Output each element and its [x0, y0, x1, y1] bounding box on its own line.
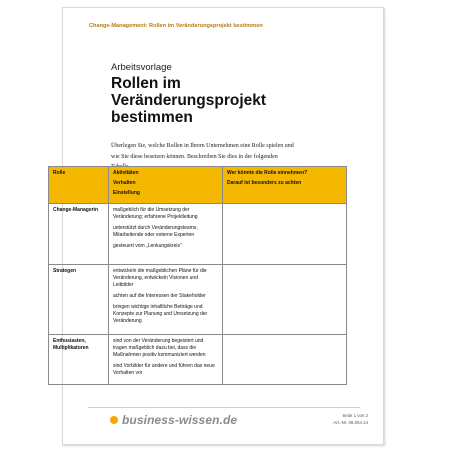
- brand-logo: [110, 413, 237, 427]
- role-cell: Change-Managerin: [49, 204, 109, 265]
- title-line: bestimmen: [111, 109, 193, 126]
- title-line: Veränderungsprojekt: [111, 92, 267, 109]
- table-row: [49, 204, 347, 265]
- description-cell: entwickeln die maßgeblichen Pläne für die Veränderung, entwickeln Visionen und Leitbilder achten auf die Interessen der Stakeholder bringen wichtige inhaltliche Beiträge und Konzepte zur Planung und Umsetzung der Veränderung: [109, 265, 223, 335]
- description-cell: sind von der Veränderung begeistert und tragen maßgeblich dazu bei, dass die Maßnahmen positiv kommuniziert werden sind Vorbilder für andere und führen das neue Verhalten vor: [109, 335, 223, 385]
- intro-line: Überlegen Sie, welche Rollen in Ihrem Unternehmen eine Rolle spielen und: [111, 143, 294, 149]
- logo-dot-icon: [110, 416, 118, 424]
- assignee-cell[interactable]: [223, 204, 347, 265]
- header-role: Rolle: [49, 167, 109, 204]
- document-type-label: Arbeitsvorlage: [111, 62, 172, 73]
- assignee-cell[interactable]: [223, 335, 347, 385]
- brand-name: business-wissen.de: [122, 413, 238, 427]
- page-number: Seite 1 von 2: [342, 413, 368, 418]
- footer-meta: [333, 412, 368, 426]
- title-line: Rollen im: [111, 75, 181, 92]
- table-row: [49, 335, 347, 385]
- description-cell: maßgeblich für die Umsetzung der Veränderung; erfahrene Projektleitung unterstützt durch Veränderungsteams, Mitarbeitende oder externe Experten gesteuert vom „Lenkungskreis“: [109, 204, 223, 265]
- assignee-cell[interactable]: [223, 265, 347, 335]
- intro-line: wie Sie diese besetzen können. Beschreiben Sie dies in der folgenden: [111, 153, 278, 160]
- running-header: Change-Management: Rollen im Veränderungsprojekt bestimmen: [89, 23, 263, 29]
- header-assignee: Wer könnte die Rolle einnehmen? Darauf ist besonders zu achten: [223, 167, 347, 204]
- article-number: Art.-Nr. 06.004.14: [333, 420, 368, 425]
- roles-table: [48, 166, 347, 385]
- role-cell: Enthusiasten, Multiplikatoren: [49, 335, 109, 385]
- header-activities: Aktivitäten Verhalten Einstellung: [109, 167, 223, 204]
- table-row: [49, 265, 347, 335]
- role-cell: Strategen: [49, 265, 109, 335]
- table-header-row: [49, 167, 347, 204]
- footer-divider: [88, 407, 360, 408]
- document-title: [111, 75, 266, 126]
